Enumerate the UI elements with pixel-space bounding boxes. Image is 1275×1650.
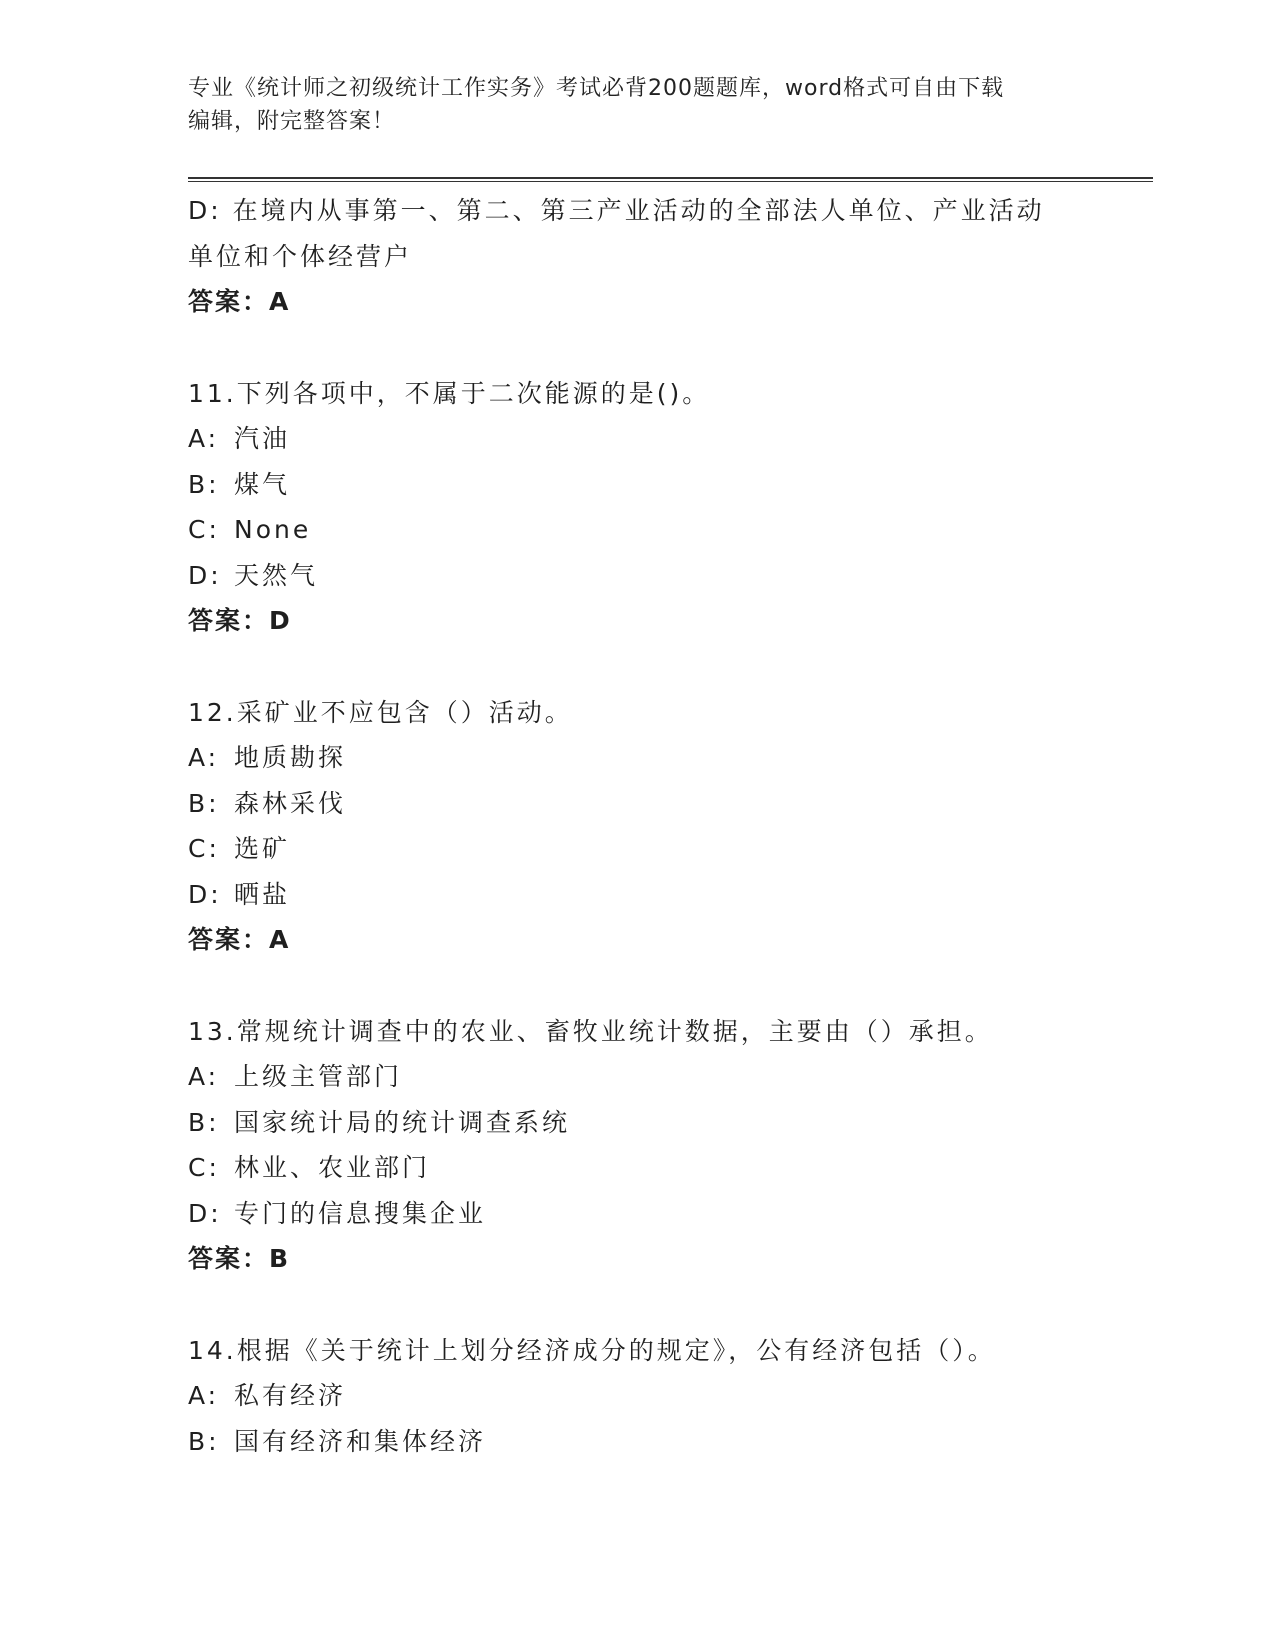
- option-d: [188, 553, 1088, 599]
- option-letter: A:: [188, 424, 220, 453]
- spacer: [188, 963, 1088, 1009]
- header-title-line-2: 编辑，附完整答案！: [188, 109, 396, 134]
- page-header: [188, 72, 1078, 138]
- option-letter: D:: [188, 1198, 222, 1228]
- option-letter: B:: [188, 788, 220, 818]
- option-letter: C:: [188, 834, 220, 863]
- option-text: 地质勘探: [234, 743, 347, 772]
- option-b: [188, 1419, 1088, 1465]
- option-text: 煤气: [234, 469, 291, 499]
- option-c: [188, 826, 1088, 872]
- option-text: 汽油: [234, 424, 291, 453]
- option-d-line-2: 单位和个体经营户: [188, 241, 413, 271]
- option-a: [188, 735, 1088, 781]
- option-text: 上级主管部门: [234, 1062, 403, 1091]
- question-12: [188, 690, 1088, 963]
- question-13: [188, 1009, 1088, 1282]
- option-text: 私有经济: [234, 1381, 347, 1410]
- option-letter: B:: [188, 1426, 220, 1456]
- option-text: 选矿: [234, 834, 291, 863]
- option-letter: B:: [188, 469, 220, 499]
- option-text: 森林采伐: [234, 788, 347, 818]
- answer-line: 答案：A: [188, 287, 291, 316]
- question-stem: 11.下列各项中，不属于二次能源的是()。: [188, 378, 711, 408]
- spacer: [188, 644, 1088, 690]
- option-c: [188, 1145, 1088, 1191]
- question-stem: 12.采矿业不应包含（）活动。: [188, 697, 573, 727]
- spacer: [188, 1282, 1088, 1328]
- option-text: None: [234, 515, 312, 544]
- option-text: 林业、农业部门: [234, 1153, 431, 1182]
- option-text: 晒盐: [234, 879, 291, 909]
- answer-line: 答案：D: [188, 606, 292, 635]
- option-d-line-1: D: 在境内从事第一、第二、第三产业活动的全部法人单位、产业活动: [188, 196, 1045, 225]
- spacer: [188, 325, 1088, 371]
- question-stem: 13.常规统计调查中的农业、畜牧业统计数据，主要由（）承担。: [188, 1016, 993, 1046]
- answer-line: 答案：B: [188, 1244, 291, 1273]
- option-letter: D:: [188, 560, 222, 590]
- option-letter: A:: [188, 743, 220, 772]
- answer-line: 答案：A: [188, 925, 291, 954]
- header-divider: [188, 177, 1153, 182]
- option-letter: D:: [188, 879, 222, 909]
- question-stem: 14.根据《关于统计上划分经济成分的规定》，公有经济包括（）。: [188, 1335, 996, 1365]
- option-letter: A:: [188, 1381, 220, 1410]
- question-14: [188, 1328, 1088, 1465]
- option-b: [188, 462, 1088, 508]
- option-a: [188, 416, 1088, 462]
- option-letter: C:: [188, 515, 220, 544]
- option-a: [188, 1054, 1088, 1100]
- question-list: [188, 188, 1088, 1464]
- option-text: 专门的信息搜集企业: [234, 1198, 487, 1228]
- question-11: [188, 371, 1088, 644]
- option-letter: B:: [188, 1107, 220, 1137]
- option-b: [188, 781, 1088, 827]
- option-d: [188, 872, 1088, 918]
- option-text: 国有经济和集体经济: [234, 1426, 487, 1456]
- option-a: [188, 1373, 1088, 1419]
- option-c: [188, 507, 1088, 553]
- header-title-line-1: 专业《统计师之初级统计工作实务》考试必背200题题库，word格式可自由下载: [188, 76, 1005, 101]
- option-letter: C:: [188, 1153, 220, 1182]
- option-text: 天然气: [234, 560, 319, 590]
- option-b: [188, 1100, 1088, 1146]
- option-letter: A:: [188, 1062, 220, 1091]
- question-continuation: [188, 188, 1088, 325]
- option-text: 国家统计局的统计调查系统: [234, 1107, 571, 1137]
- option-d: [188, 1191, 1088, 1237]
